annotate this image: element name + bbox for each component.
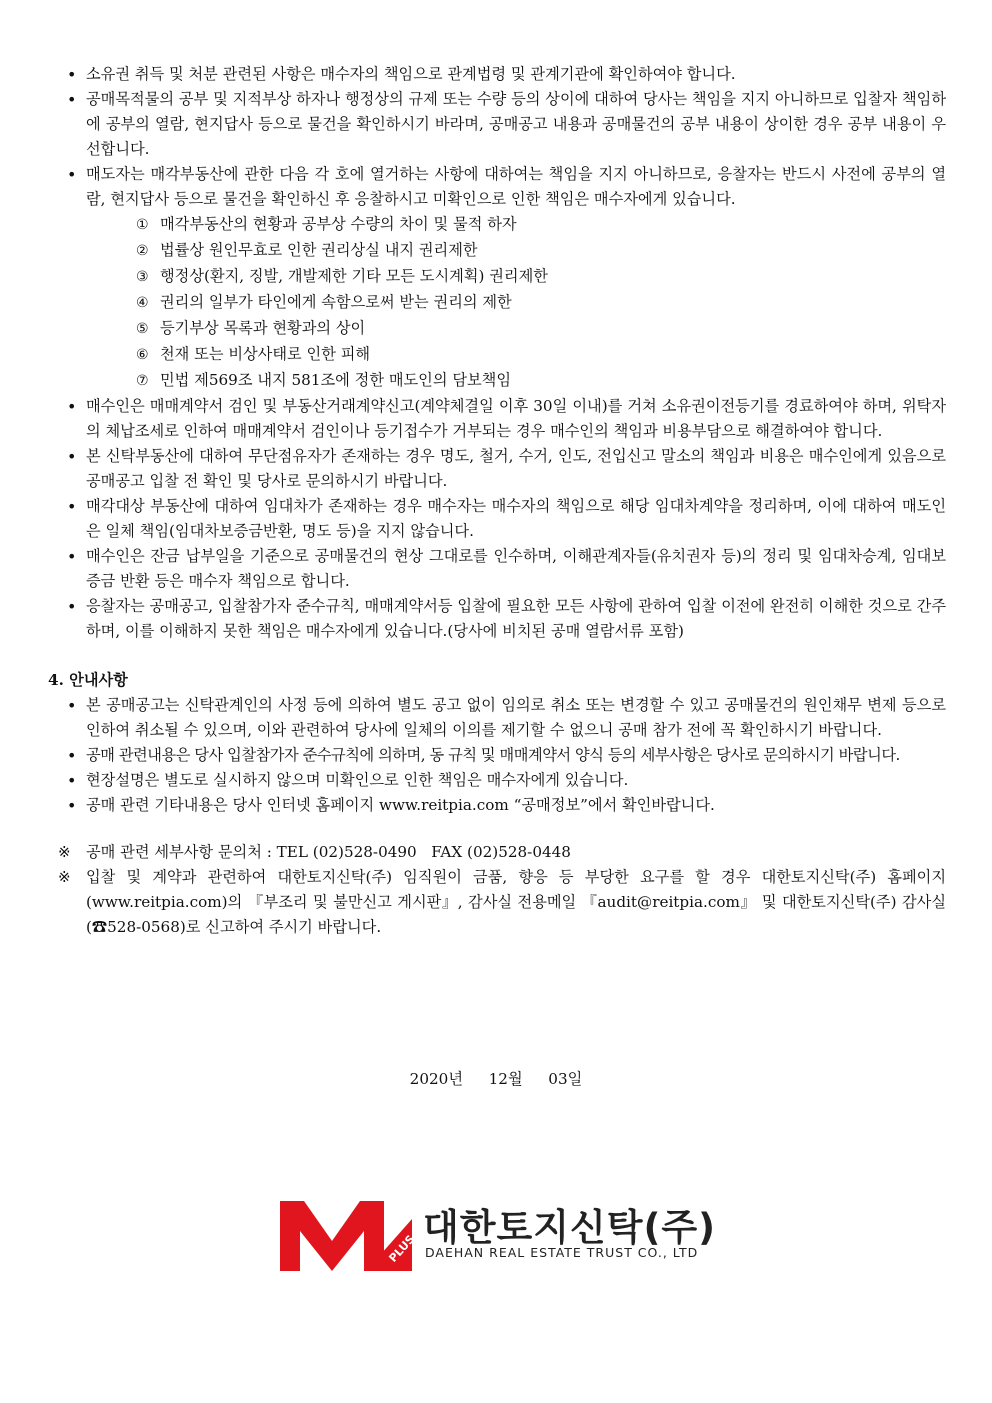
item-number: ② [136, 243, 149, 259]
notes [58, 840, 946, 940]
exemption-text: 민법 제569조 내지 581조에 정한 매도인의 담보책임 [160, 371, 512, 389]
condition-item [58, 162, 946, 394]
note-text: 공매 관련 세부사항 문의처 : TEL (02)528-0490 FAX (02)528-0448 [86, 843, 571, 861]
condition-item [58, 594, 946, 644]
item-number: ⑦ [136, 373, 149, 389]
company-name: 대한토지신탁(주) [423, 1206, 717, 1249]
exemption-item [136, 368, 946, 394]
condition-text: 매수인은 잔금 납부일을 기준으로 공매물건의 현상 그대로를 인수하며, 이해관계자들(유치권자 등)의 정리 및 임대차승계, 임대보증금 반환 등은 매수자 책임으로 합니다. [86, 547, 946, 590]
guide-item [58, 793, 946, 818]
guide-text: 공매 관련내용은 당사 입찰참가자 준수규칙에 의하며, 동 규칙 및 매매계약서 양식 등의 세부사항은 당사로 문의하시기 바랍니다. [86, 746, 900, 764]
note-report [58, 865, 946, 940]
condition-item [58, 87, 946, 162]
exemption-text: 매각부동산의 현황과 공부상 수량의 차이 및 물적 하자 [160, 215, 517, 233]
guide-item [58, 768, 946, 793]
reference-mark: ※ [58, 868, 71, 886]
conditions-list [58, 62, 946, 644]
guide-list [58, 693, 946, 818]
condition-text: 본 신탁부동산에 대하여 무단점유자가 존재하는 경우 명도, 철거, 수거, 인도, 전입신고 말소의 책임과 비용은 매수인에게 있음으로 공매공고 입찰 전 확인 및 당사로 문의하시기 바랍니다. [86, 447, 946, 490]
exemption-item [136, 212, 946, 238]
condition-text: 응찰자는 공매공고, 입찰참가자 준수규칙, 매매계약서등 입찰에 필요한 모든 사항에 관하여 입찰 이전에 완전히 이해한 것으로 간주하며, 이를 이해하지 못한 책임은 매수자에게 있습니다.(당사에 비치된 공매 열람서류 포함) [86, 597, 946, 640]
condition-text: 매도자는 매각부동산에 관한 다음 각 호에 열거하는 사항에 대하여는 책임을 지지 아니하므로, 응찰자는 반드시 사전에 공부의 열람, 현지답사 등으로 물건을 확인하신 후 응찰하시고 미확인으로 인한 책임은 매수자에게 있습니다. [86, 165, 946, 208]
guide-item [58, 743, 946, 768]
exemption-text: 권리의 일부가 타인에게 속함으로써 받는 권리의 제한 [160, 293, 512, 311]
condition-item [58, 62, 946, 87]
guide-text: 현장설명은 별도로 실시하지 않으며 미확인으로 인한 책임은 매수자에게 있습니다. [86, 771, 629, 789]
item-number: ④ [136, 295, 149, 311]
item-number: ⑤ [136, 321, 149, 337]
exemption-item [136, 264, 946, 290]
exemption-text: 등기부상 목록과 현황과의 상이 [160, 319, 366, 337]
section-title: 4. 안내사항 [48, 671, 128, 689]
m-letter-shape [280, 1201, 384, 1271]
company-name-english: DAEHAN REAL ESTATE TRUST CO., LTD [425, 1245, 699, 1260]
note-contact [58, 840, 946, 865]
document-date: 2020년 12월 03일 [409, 1070, 583, 1088]
exemption-item [136, 316, 946, 342]
exemption-text: 법률상 원인무효로 인한 권리상실 내지 권리제한 [160, 241, 478, 259]
item-number: ① [136, 217, 149, 233]
condition-text: 매각대상 부동산에 대하여 임대차가 존재하는 경우 매수자는 매수자의 책임으로 해당 임대차계약을 정리하며, 이에 대하여 매도인은 일체 책임(임대차보증금반환, 명도 등)을 지지 않습니다. [86, 497, 946, 540]
guide-item [58, 693, 946, 743]
exemption-item [136, 342, 946, 368]
exemption-text: 천재 또는 비상사태로 인한 피해 [160, 345, 371, 363]
condition-text: 매수인은 매매계약서 검인 및 부동산거래계약신고(계약체결일 이후 30일 이내)를 거쳐 소유권이전등기를 경료하여야 하며, 위탁자의 체납조세로 인하여 매매계약서 검인이나 등기접수가 거부되는 경우 매수인의 책임과 비용부담으로 해결하여야 합니다. [86, 397, 946, 440]
guide-text: 본 공매공고는 신탁관계인의 사정 등에 의하여 별도 공고 없이 임의로 취소 또는 변경할 수 있고 공매물건의 원인채무 변제 등으로 인하여 취소될 수 있으며, 이와 관련하여 당사에 일체의 이의를 제기할 수 없으니 공매 참가 전에 꼭 확인하시기 바랍니다. [86, 696, 946, 739]
exemption-text: 행정상(환지, 징발, 개발제한 기타 모든 도시계획) 권리제한 [160, 267, 548, 285]
document-body [48, 62, 946, 940]
plus-tag-text: PLUS [386, 1232, 418, 1265]
m-plus-mark-icon [280, 1201, 418, 1271]
condition-item [58, 394, 946, 444]
condition-item [58, 544, 946, 594]
exemption-item [136, 238, 946, 264]
company-logo [280, 1197, 720, 1277]
guide-text: 공매 관련 기타내용은 당사 인터넷 홈페이지 www.reitpia.com “공매정보”에서 확인바랍니다. [86, 796, 715, 814]
condition-text: 소유권 취득 및 처분 관련된 사항은 매수자의 책임으로 관계법령 및 관계기관에 확인하여야 합니다. [86, 65, 736, 83]
item-number: ③ [136, 269, 149, 285]
exemption-item [136, 290, 946, 316]
reference-mark: ※ [58, 843, 71, 861]
condition-item [58, 494, 946, 544]
item-number: ⑥ [136, 347, 149, 363]
condition-item [58, 444, 946, 494]
note-text: 입찰 및 계약과 관련하여 대한토지신탁(주) 임직원이 금품, 향응 등 부당한 요구를 할 경우 대한토지신탁(주) 홈페이지(www.reitpia.com)의 『부조리 및 불만신고 게시판』, 감사실 전용메일 『audit@reitpia.com』 및 대한토지신탁(주) 감사실(☎528-0568)로 신고하여 주시기 바랍니다. [86, 868, 946, 936]
exemption-list [86, 212, 946, 394]
condition-text: 공매목적물의 공부 및 지적부상 하자나 행정상의 규제 또는 수량 등의 상이에 대하여 당사는 책임을 지지 아니하므로 입찰자 책임하에 공부의 열람, 현지답사 등으로 물건을 확인하시기 바라며, 공매공고 내용과 공매물건의 공부 내용이 상이한 경우 공부 내용이 우선합니다. [86, 90, 946, 158]
